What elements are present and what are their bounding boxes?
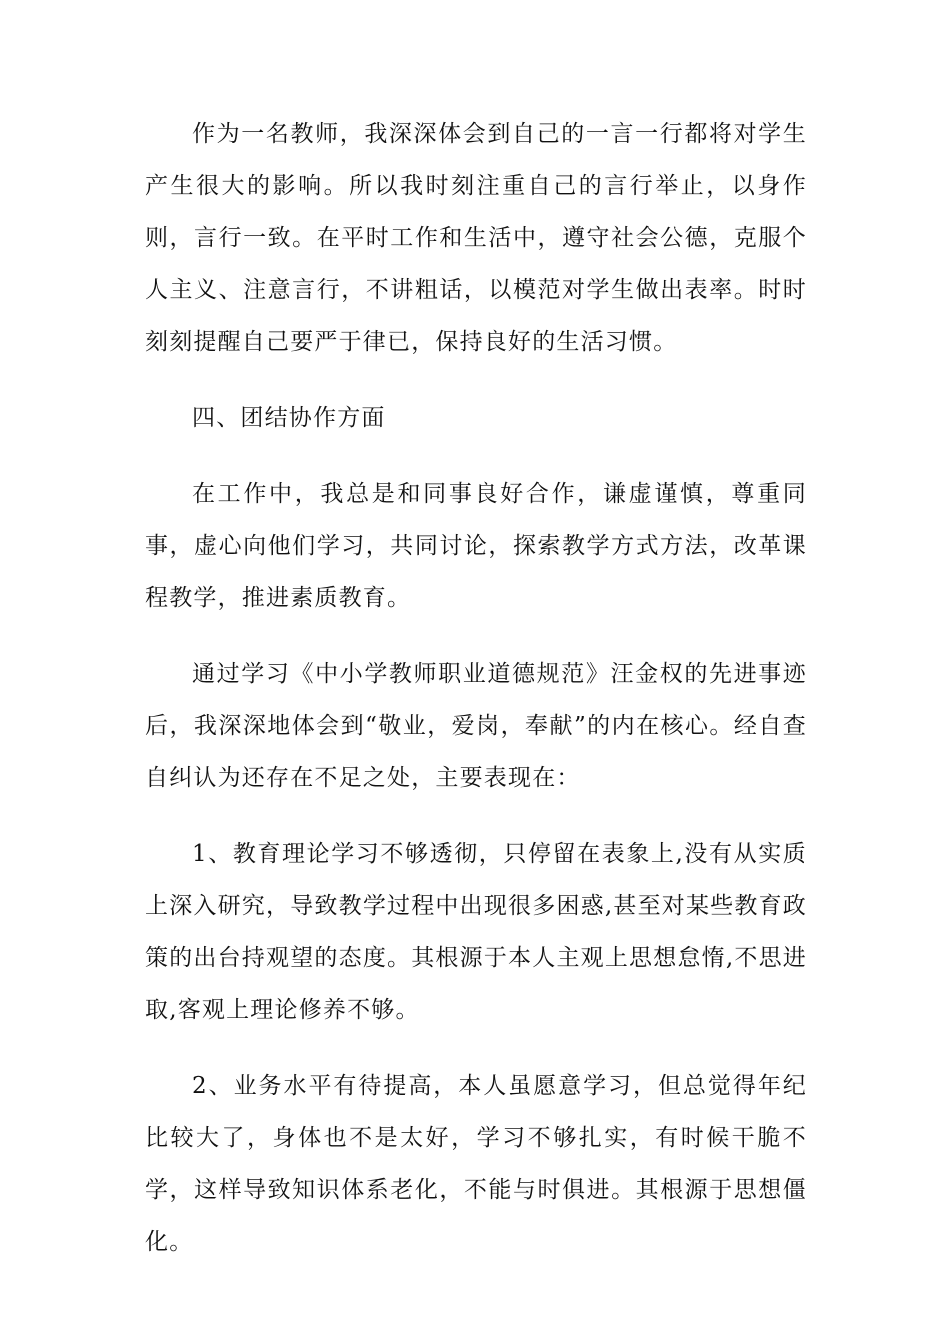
paragraph-teamwork: 在工作中，我总是和同事良好合作，谦虚谨慎，尊重同事，虚心向他们学习，共同讨论，探索教学方式方法，改革课程教学，推进素质教育。 bbox=[145, 481, 807, 611]
paragraph-shortcoming-1: 1、教育理论学习不够透彻，只停留在表象上,没有从实质上深入研究，导致教学过程中出现很多困惑,甚至对某些教育政策的出台持观望的态度。其根源于本人主观上思想怠惰,不思进取,客观上理论修养不够。 bbox=[145, 841, 807, 1023]
section-heading-teamwork: 四、团结协作方面 bbox=[192, 405, 386, 431]
document-body bbox=[145, 108, 807, 1292]
paragraph-role-model: 作为一名教师，我深深体会到自己的一言一行都将对学生产生很大的影响。所以我时刻注重自己的言行举止，以身作则，言行一致。在平时工作和生活中，遵守社会公德，克服个人主义、注意言行，不讲粗话，以模范对学生做出表率。时时刻刻提醒自己要严于律已，保持良好的生活习惯。 bbox=[145, 121, 807, 355]
paragraph-shortcoming-2: 2、业务水平有待提高，本人虽愿意学习，但总觉得年纪比较大了，身体也不是太好，学习不够扎实，有时候干脆不学，这样导致知识体系老化，不能与时俱进。其根源于思想僵化。 bbox=[145, 1073, 807, 1255]
paragraph-study-reflection: 通过学习《中小学教师职业道德规范》汪金权的先进事迹后，我深深地体会到“敬业，爱岗，奉献”的内在核心。经自查自纠认为还存在不足之处，主要表现在： bbox=[145, 661, 807, 791]
